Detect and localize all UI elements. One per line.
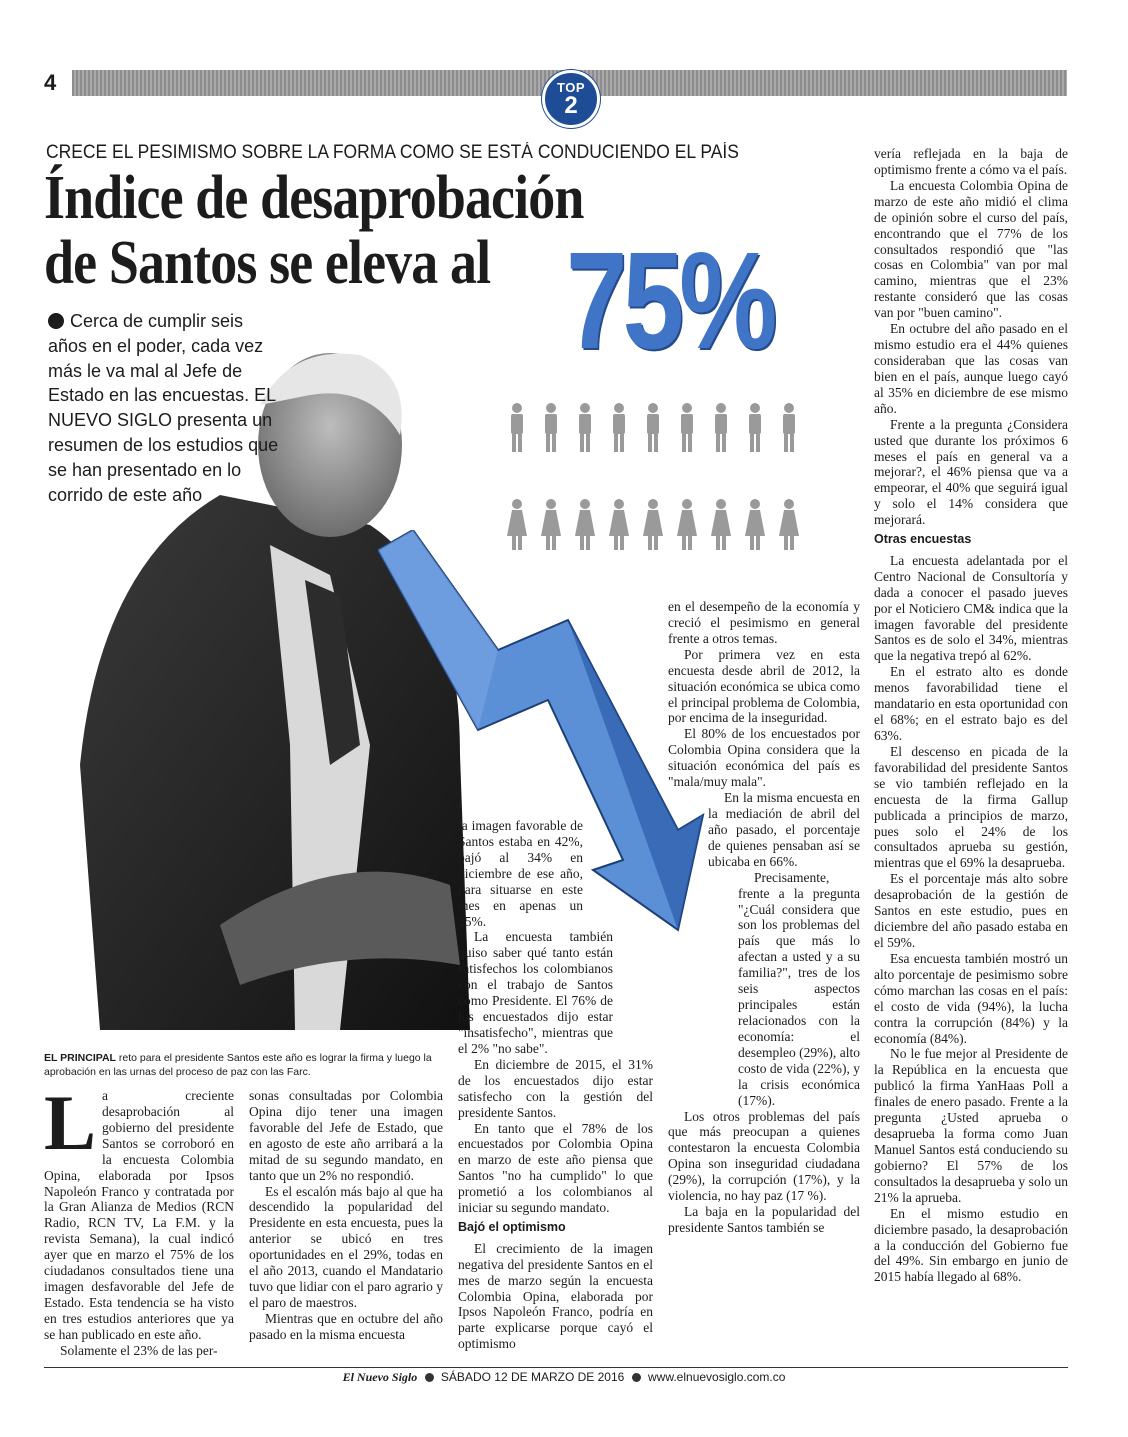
col5-p4: Frente a la pregunta ¿Considera usted que durante los próximos 6 meses el país en general va a mejorar?, el 46% piensa que va a empeorar, el 40% que seguirá igual y solo el 14% considera que mejorará. — [874, 416, 1068, 528]
col5-p6: En el estrato alto es donde menos favorabilidad tiene el mandatario en esta oportunidad con el 68%; en el estrato bajo es del 63%. — [874, 664, 1068, 744]
bullet-icon — [48, 313, 64, 329]
dropcap: L — [44, 1079, 97, 1166]
summary-text: Cerca de cumplir seis años en el poder, cada vez más le va mal al Jefe de Estado en las encuestas. EL NUEVO SIGLO presenta un resumen de los estudios que se han presentado en lo corrido de este año — [48, 311, 279, 505]
col4-p4: En la misma encuesta en la mediación de abril del año pasado, el porcentaje de quienes pensaban así se ubicaba en 66%. — [708, 790, 860, 869]
page-footer — [0, 1370, 1128, 1385]
headline-line-2: de Santos se eleva al — [44, 229, 491, 298]
badge-label: TOP — [557, 80, 585, 95]
caption-lead: EL PRINCIPAL — [44, 1052, 116, 1064]
col5-p8: Es el porcentaje más alto sobre desaprobación de la gestión de Santos en este estudio, pues en diciembre del año pasado estaba en el 59%. — [874, 871, 1068, 950]
col5-p3: En octubre del año pasado en el mismo estudio era el 44% quienes consideraban que las cosas van bien en el país, aunque luego cayó al 35% en diciembre de ese mismo año. — [874, 321, 1068, 416]
footer-url[interactable]: www.elnuevosiglo.com.co — [648, 1370, 786, 1384]
col5-p5: La encuesta adelantada por el Centro Nacional de Consultoría y dada a conocer el pasado jueves por el Noticiero CM& indica que la imagen favorable del presidente Santos es de solo el 34%, mientras que la negativa trepó al 62%. — [874, 552, 1068, 664]
headline — [44, 166, 583, 296]
col3-p2: La encuesta también quiso saber qué tanto están satisfechos los colombianos con el trabajo de Santos como Presidente. El 76% de los encuestados dijo estar "insatisfecho", mientras que el 2% "no sabe". — [458, 929, 613, 1056]
col3-subhead: Bajó el optimismo — [458, 1220, 566, 1235]
separator-dot-icon — [425, 1373, 434, 1382]
col2-p3: Mientras que en octubre del año pasado en la misma encuesta — [249, 1310, 443, 1342]
col3-p3: En diciembre de 2015, el 31% de los encuestados dijo estar satisfecho con la gestión del presidente Santos. — [458, 1056, 653, 1120]
article-column-3 — [458, 818, 653, 1352]
top-badge — [542, 70, 600, 128]
col1-p1: a creciente desaprobación al gobierno del presidente Santos se corroboró en la encuesta Colombia Opina, elaborada por Ipsos Napoleón Franco y contratada por la Gran Alianza de Medios (RCN Radio, RCN TV, La F.M. y la revista Semana), la cual indicó ayer que en marzo el 75% de los ciudadanos consultados tiene una imagen desfavorable del Jefe de Estado. Esta tendencia se ha visto en tres estudios anteriores que ya se han publicado en este año. — [44, 1088, 234, 1342]
col4-p7: La baja en la popularidad del presidente Santos también se — [668, 1204, 860, 1235]
page-number: 4 — [44, 70, 57, 95]
badge-number: 2 — [564, 92, 578, 119]
headline-highlight: 75% — [566, 224, 773, 378]
article-column-4 — [668, 599, 860, 1236]
footer-brand: El Nuevo Siglo — [342, 1370, 418, 1384]
col2-p1: sonas consultadas por Colombia Opina dijo tener una imagen favorable del Jefe de Estado, que en agosto de este año arribará a la mitad de su segundo mandato, en tanto que un 2% no respondió. — [249, 1088, 443, 1183]
col3-p4: En tanto que el 78% de los encuestados por Colombia Opina en marzo de este año piensa que Santos "no ha cumplido" lo que prometió a los colombianos al iniciar su segundo mandato. — [458, 1120, 653, 1216]
headline-line-1: Índice de desaprobación — [44, 164, 584, 232]
col5-p7: El descenso en picada de la favorabilidad del presidente Santos se vio también reflejado en la encuesta de la firma Gallup publicada a principios de marzo, pues solo el 24% de los consultados aprueba su gestión, mientras que el 69% la desaprueba. — [874, 743, 1068, 871]
summary — [48, 309, 284, 508]
col5-p11: En el mismo estudio en diciembre pasado, la desaprobación a la conducción del Gobierno fue del 49%. Sin embargo en junio de 2015 había llegado al 68%. — [874, 1205, 1068, 1285]
article-column-5 — [874, 146, 1068, 1285]
col4-p1: en el desempeño de la economía y creció el pesimismo en general frente a otros temas. — [668, 599, 860, 646]
article-column-1 — [44, 1079, 234, 1359]
footer-date: SÁBADO 12 DE MARZO DE 2016 — [440, 1370, 625, 1384]
col5-p2: La encuesta Colombia Opina de marzo de este año midió el clima de opinión sobre el curso del país, encontrando que el 77% de los consultados respondió que "las cosas en Colombia" van por mal camino, mientras que el 23% restante consideró que las cosas van por "buen camino". — [874, 177, 1068, 321]
col3-p5: El crecimiento de la imagen negativa del presidente Santos en el mes de marzo según la encuesta Colombia Opina, elaborada por Ipsos Napoleón Franco, podría en parte explicarse porque cayó el optimismo — [458, 1240, 653, 1352]
col1-p2: Solamente el 23% de las per- — [60, 1342, 218, 1358]
col4-p3: El 80% de los encuestados por Colombia Opina considera que la situación económica del país es "mala/muy mala". — [668, 726, 860, 790]
col4-p5: Precisamente, frente a la pregunta "¿Cuál considera que son los problemas del país que más lo afectan a usted y a su familia?", tres de los seis aspectos principales están relacionados con la economía: el desempleo (29%), alto costo de vida (22%), y la crisis económica (17%). — [738, 869, 860, 1108]
article-column-2 — [249, 1088, 443, 1343]
col5-p1: vería reflejada en la baja de optimismo frente a cómo va el país. — [874, 146, 1068, 177]
caption-text: reto para el presidente Santos este año es lograr la firma y luego la aprobación en las urnas del proceso de paz con las Farc. — [44, 1052, 432, 1079]
separator-dot-icon — [632, 1373, 641, 1382]
photo-caption — [44, 1051, 434, 1079]
col5-p9: Esa encuesta también mostró un alto porcentaje de pesimismo sobre cómo marchan las cosas en el país: el costo de vida (94%), la lucha contra la corrupción (84%) y la economía (84%). — [874, 950, 1068, 1046]
kicker: CRECE EL PESIMISMO SOBRE LA FORMA COMO SE ESTÁ CONDUCIENDO EL PAÍS — [46, 142, 739, 163]
col3-p1: la imagen favorable de Santos estaba en 42%, bajó al 34% en diciembre de ese año, para situarse en este mes en apenas un 25%. — [458, 818, 583, 929]
footer-rule — [44, 1367, 1068, 1368]
col4-p2: Por primera vez en esta encuesta desde abril de 2012, la situación económica se ubica como el principal problema de Colombia, por encima de la inseguridad. — [668, 646, 860, 726]
col2-p2: Es el escalón más bajo al que ha descendido la popularidad del Presidente en esta encuesta, pues la anterior se ubicó en tres oportunidades en el 29%, todas en el año 2013, cuando el Mandatario tuvo que lidiar con el paro agrario y el paro de maestros. — [249, 1183, 443, 1310]
col5-p10: No le fue mejor al Presidente de la República en la encuesta que publicó la firma YanHaas Poll a finales de enero pasado. Frente a la pregunta ¿Usted aprueba o desaprueba la forma como Juan Manuel Santos está conduciendo su gobierno? El 57% de los consultados la desaprueba y solo un 21% la aprueba. — [874, 1046, 1068, 1205]
col5-subhead: Otras encuestas — [874, 532, 972, 547]
col4-p6: Los otros problemas del país que más preocupan a quienes contestaron la encuesta Colombia Opina son inseguridad ciudadana (29%), la corrupción (17%), y la violencia, no hay paz (17 %). — [668, 1108, 860, 1204]
